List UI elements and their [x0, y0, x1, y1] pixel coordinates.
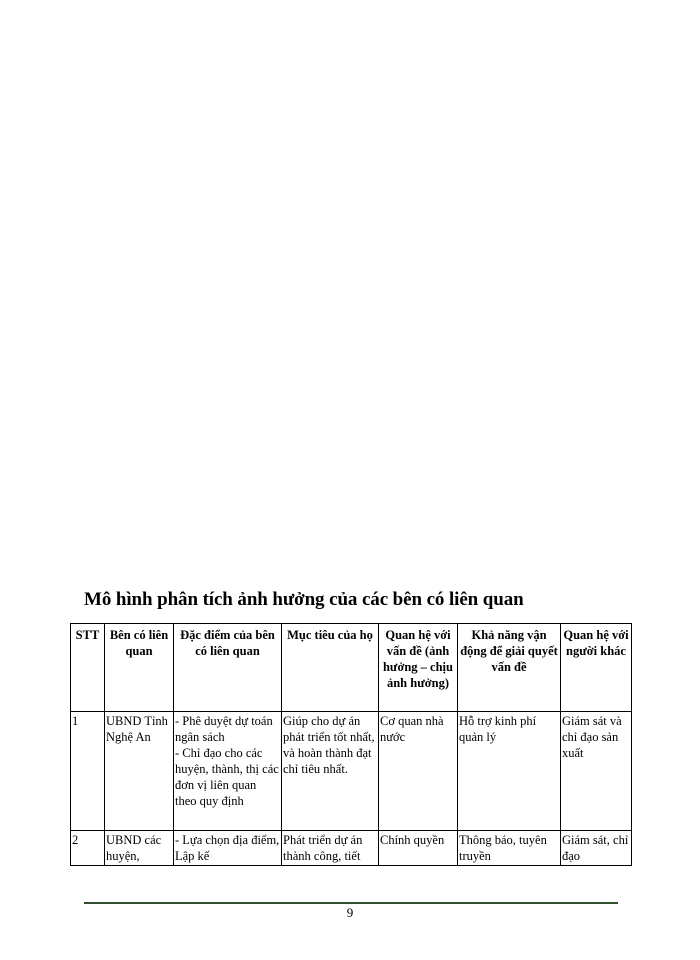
page-number: 9: [346, 905, 354, 920]
header-others: Quan hệ với người khác: [561, 624, 632, 712]
row-relation: Chính quyền: [379, 831, 458, 866]
row-capacity: Hỗ trợ kinh phí quản lý: [458, 712, 561, 831]
row-capacity: Thông báo, tuyên truyền: [458, 831, 561, 866]
footer-rule: [84, 902, 618, 904]
row-stt: 1: [71, 712, 105, 831]
row-features: [174, 831, 282, 866]
row-others: Giám sát và chỉ đạo sản xuất: [561, 712, 632, 831]
row-goals: Phát triển dự án thành công, tiết: [282, 831, 379, 866]
feature-line: - Phê duyệt dự toán ngân sách: [175, 714, 273, 744]
row-stt: 2: [71, 831, 105, 866]
row-relation: Cơ quan nhà nước: [379, 712, 458, 831]
table-header-row: [71, 624, 632, 712]
page-title: Mô hình phân tích ảnh hưởng của các bên có liên quan: [84, 589, 524, 610]
feature-line: - Chỉ đạo cho các huyện, thành, thị các đơn vị liên quan theo quy định: [175, 746, 279, 808]
stakeholder-analysis-table: [70, 623, 632, 866]
header-stt: STT: [71, 624, 105, 712]
row-others: Giám sát, chỉ đạo: [561, 831, 632, 866]
row-features: [174, 712, 282, 831]
header-stakeholder: Bên có liên quan: [105, 624, 174, 712]
row-stakeholder: UBND các huyện,: [105, 831, 174, 866]
row-goals: Giúp cho dự án phát triển tốt nhất, và hoàn thành đạt chỉ tiêu nhất.: [282, 712, 379, 831]
table-row: [71, 712, 632, 831]
header-features: Đặc điểm của bên có liên quan: [174, 624, 282, 712]
header-goals: Mục tiêu của họ: [282, 624, 379, 712]
table-row: [71, 831, 632, 866]
header-capacity: Khả năng vận động để giải quyết vấn đề: [458, 624, 561, 712]
feature-line: - Lựa chọn địa điểm, Lập kế: [175, 833, 280, 863]
row-stakeholder: UBND Tỉnh Nghệ An: [105, 712, 174, 831]
header-relation: Quan hệ với vấn đề (ảnh hưởng – chịu ảnh hưởng): [379, 624, 458, 712]
